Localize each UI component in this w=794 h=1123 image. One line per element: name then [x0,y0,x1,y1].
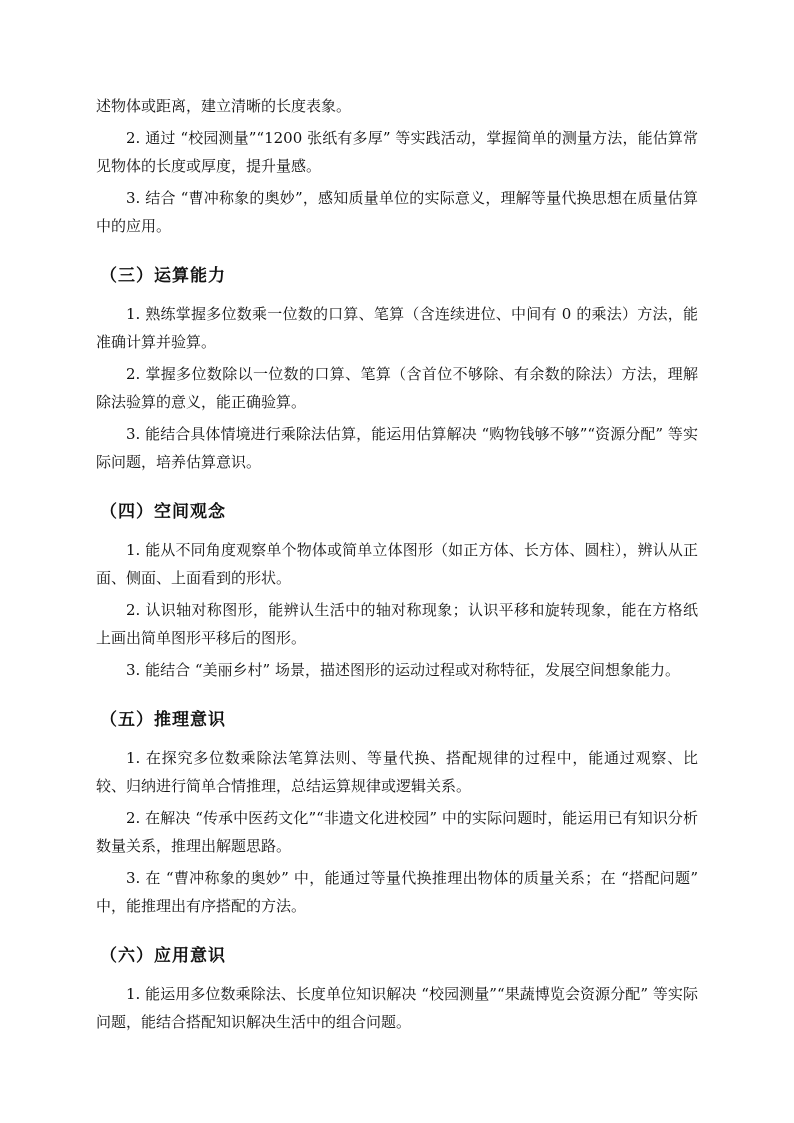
document-page [96,92,698,1040]
list-item: 2. 掌握多位数除以一位数的口算、笔算（含首位不够除、有余数的除法）方法，理解除法验算的意义，能正确验算。 [96,365,698,411]
list-item: 1. 能运用多位数乘除法、长度单位知识解决 “校园测量”“果蔬博览会资源分配” 等实际问题，能结合搭配知识解决生活中的组合问题。 [96,985,698,1031]
list-item: 1. 能从不同角度观察单个物体或简单立体图形（如正方体、长方体、圆柱），辨认从正面、侧面、上面看到的形状。 [96,541,698,587]
list-item: 3. 能结合具体情境进行乘除法估算，能运用估算解决 “购物钱够不够”“资源分配” 等实际问题，培养估算意识。 [96,425,698,471]
list-item: 1. 熟练掌握多位数乘一位数的口算、笔算（含连续进位、中间有 0 的乘法）方法，能准确计算并验算。 [96,305,698,351]
list-item: 2. 认识轴对称图形，能辨认生活中的轴对称现象；认识平移和旋转现象，能在方格纸上画出简单图形平移后的图形。 [96,601,698,647]
list-item: 2. 在解决 “传承中医药文化”“非遗文化进校园” 中的实际问题时，能运用已有知识分析数量关系，推理出解题思路。 [96,809,698,855]
section-heading: （四）空间观念 [100,502,226,522]
list-item: 3. 能结合 “美丽乡村” 场景，描述图形的运动过程或对称特征，发展空间想象能力。 [126,661,680,679]
intro-continuation: 述物体或距离，建立清晰的长度表象。 [96,97,352,115]
section-heading: （三）运算能力 [100,266,226,286]
list-item: 3. 结合 “曹冲称象的奥妙”，感知质量单位的实际意义，理解等量代换思想在质量估算中的应用。 [96,189,698,235]
section-heading: （五）推理意识 [100,710,226,730]
section-computation [96,262,698,476]
list-item: 2. 通过 “校园测量”“1200 张纸有多厚” 等实践活动，掌握简单的测量方法，能估算常见物体的长度或厚度，提升量感。 [96,129,698,175]
section-reasoning [96,706,698,920]
section-spatial-concept [96,498,698,684]
section-heading: （六）应用意识 [100,946,226,966]
list-item: 3. 在 “曹冲称象的奥妙” 中，能通过等量代换推理出物体的质量关系；在 “搭配问题” 中，能推理出有序搭配的方法。 [96,869,698,915]
section-application [96,942,698,1036]
list-item: 1. 在探究多位数乘除法笔算法则、等量代换、搭配规律的过程中，能通过观察、比较、归纳进行简单合情推理，总结运算规律或逻辑关系。 [96,749,698,795]
